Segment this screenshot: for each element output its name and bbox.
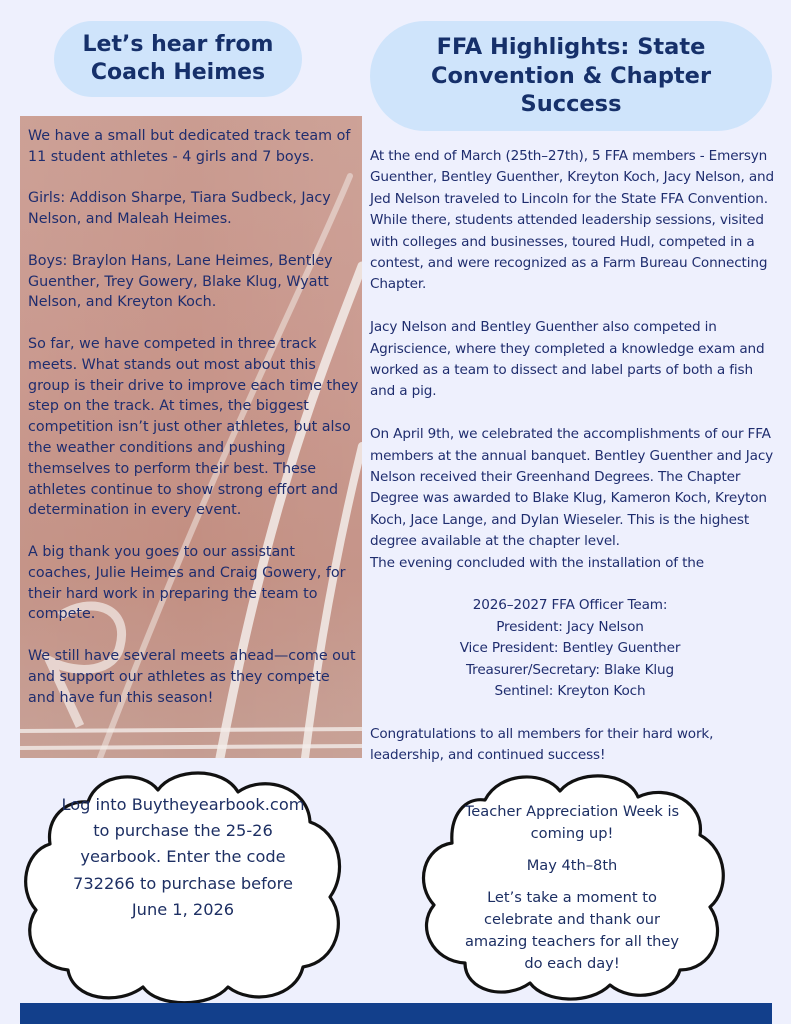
officer-president: President: Jacy Nelson (496, 618, 644, 635)
ffa-banquet-ending: The evening concluded with the installation of the (370, 554, 704, 571)
coach-paragraph: So far, we have competed in three track meets. What stands out most about this group is their drive to improve each time they step on the track. At times, the biggest competition isn’t just other athletes, but also the weather conditions and pushing themselves to perform their best. These athletes continue to show strong effort and determination in every event. (28, 335, 359, 519)
coach-paragraph: A big thank you goes to our assistant coaches, Julie Heimes and Craig Gowery, for their hard work in preparing the team to compete. (28, 543, 346, 623)
teacher-appreciation-body: Let’s take a moment to celebrate and thank our amazing teachers for all they do each day! (464, 889, 680, 972)
teacher-appreciation-message (462, 801, 682, 985)
coach-paragraph: We have a small but dedicated track team of 11 student athletes - 4 girls and 7 boys. (28, 128, 351, 165)
ffa-heading: FFA Highlights: State Convention & Chapter Success (430, 33, 712, 118)
teacher-appreciation-dates: May 4th–8th (526, 857, 618, 874)
ffa-heading-pill (370, 21, 772, 131)
officer-vice-president: Vice President: Bentley Guenther (459, 640, 681, 657)
officer-team-list (370, 595, 782, 702)
officer-team-title: 2026–2027 FFA Officer Team: (472, 597, 668, 614)
coach-heading: Let’s hear from Coach Heimes (82, 31, 274, 85)
teacher-appreciation-headline: Teacher Appreciation Week is coming up! (464, 803, 680, 842)
teacher-appreciation-cloud (410, 765, 732, 1003)
coach-paragraph: We still have several meets ahead—come out and support our athletes as they compete and have fun this season! (28, 647, 356, 706)
coach-paragraph: Girls: Addison Sharpe, Tiara Sudbeck, Jacy Nelson, and Maleah Heimes. (28, 190, 331, 228)
officer-sentinel: Sentinel: Kreyton Koch (494, 683, 646, 700)
ffa-paragraph-convention: At the end of March (25th–27th), 5 FFA members - Emersyn Guenther, Bentley Guenther, Kreyton Koch, Jacy Nelson, and Jed Nelson traveled to Lincoln for the State FFA Convention. While there, students attended leadership sessions, visited with colleges and businesses, toured Hudl, competed in a contest, and were recognized as a Farm Bureau Connecting Chapter. (370, 148, 774, 293)
ffa-banquet-text: On April 9th, we celebrated the accomplishments of our FFA members at the annual banquet. Bentley Guenther and Jacy Nelson received their Greenhand Degrees. The Chapter Degree was awarded to Blake Klug, Kameron Koch, Kreyton Koch, Jace Lange, and Dylan Wieseler. This is the highest degree available at the chapter level. (370, 426, 774, 550)
officer-treasurer-secretary: Treasurer/Secretary: Blake Klug (466, 661, 674, 678)
yearbook-cloud (18, 762, 348, 1006)
coach-article (28, 126, 360, 729)
ffa-paragraph-agriscience: Jacy Nelson and Bentley Guenther also competed in Agriscience, where they completed a knowledge exam and worked as a team to dissect and label parts of both a fish and a pig. (370, 319, 765, 400)
coach-paragraph: Boys: Braylon Hans, Lane Heimes, Bentley Guenther, Trey Gowery, Blake Klug, Wyatt Nelson, and Kreyton Koch. (28, 252, 333, 311)
ffa-closing: Congratulations to all members for their hard work, leadership, and continued success! (370, 725, 714, 764)
footer-bar (20, 1003, 772, 1024)
coach-heading-pill (54, 21, 302, 97)
ffa-article (370, 146, 782, 788)
ffa-paragraph-banquet (370, 424, 782, 574)
yearbook-message: Log into Buytheyearbook.com to purchase the 25-26 yearbook. Enter the code 732266 to purchase before June 1, 2026 (61, 795, 305, 919)
